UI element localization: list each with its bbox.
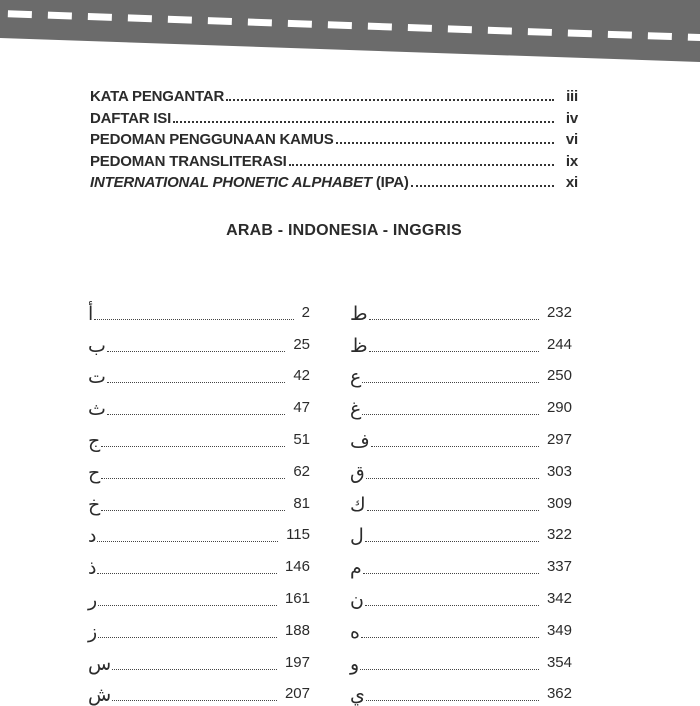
band-dash (488, 27, 512, 35)
index-page-number: 115 (286, 526, 310, 544)
index-entry (350, 516, 572, 548)
index-page-number: 232 (546, 303, 572, 321)
index-page-number: 2 (301, 303, 310, 321)
leader-dots (98, 605, 277, 606)
leader-dots (97, 573, 277, 574)
leader-dots (369, 351, 539, 352)
index-entry (350, 547, 572, 579)
index-page-number: 25 (293, 335, 310, 353)
index-page-number: 161 (284, 589, 310, 607)
band-dash (288, 20, 312, 28)
index-letter: ذ (88, 557, 97, 580)
index-entry (88, 325, 310, 357)
leader-dots (411, 185, 554, 187)
header-band (0, 0, 700, 100)
index-letter: ق (350, 461, 365, 484)
band-shape (0, 0, 700, 62)
index-page-number: 342 (546, 589, 572, 607)
index-entry (88, 388, 310, 420)
index-letter: م (350, 557, 362, 580)
toc-entry-label (90, 88, 224, 105)
leader-dots (97, 541, 278, 542)
section-title: ARAB - INDONESIA - INGGRIS (226, 222, 462, 239)
index-page-number: 303 (546, 462, 572, 480)
index-entry (350, 325, 572, 357)
leader-dots (289, 164, 554, 166)
toc-entry-page: ix (565, 152, 578, 170)
index-letter: ه (350, 620, 360, 643)
band-dash (448, 25, 472, 33)
index-letter: ف (350, 429, 370, 452)
leader-dots (112, 700, 277, 701)
leader-dots (98, 637, 277, 638)
toc-entry-label (90, 131, 334, 148)
index-letter: ث (88, 398, 106, 421)
index-page-number: 42 (293, 367, 310, 385)
index-letter: أ (88, 302, 94, 325)
toc-entry-suffix: (IPA) (371, 174, 409, 191)
index-letter: و (350, 652, 360, 675)
index-entry (350, 293, 572, 325)
index-page-number: 197 (284, 653, 310, 671)
index-letter: ت (88, 366, 106, 389)
leader-dots (362, 414, 539, 415)
index-page-number: 309 (546, 494, 572, 512)
toc-entry (90, 88, 578, 110)
toc-entry-label (90, 153, 287, 170)
index-entry (88, 516, 310, 548)
leader-dots (107, 351, 285, 352)
index-letter: ل (350, 525, 364, 548)
leader-dots (107, 382, 285, 383)
index-page-number: 244 (546, 335, 572, 353)
index-column-left (88, 293, 310, 706)
leader-dots (371, 446, 539, 447)
index-letter: ش (88, 684, 112, 706)
leader-dots (101, 446, 285, 447)
band-dash (48, 12, 72, 20)
index-entry (88, 293, 310, 325)
band-dash (208, 17, 232, 25)
index-letter: د (88, 525, 97, 548)
index-entry (350, 643, 572, 675)
toc-entry-page: vi (565, 131, 578, 148)
leader-dots (369, 319, 539, 320)
index-entry (88, 547, 310, 579)
front-matter-toc (90, 88, 578, 196)
leader-dots (362, 382, 539, 383)
leader-dots (112, 669, 277, 670)
leader-dots (360, 669, 539, 670)
toc-entry-title: KATA PENGANTAR (90, 88, 225, 105)
toc-entry-title: DAFTAR ISI (90, 109, 172, 127)
index-page-number: 250 (546, 367, 572, 385)
index-page-number: 47 (293, 399, 310, 417)
index-page-number: 51 (293, 430, 310, 448)
band-dash (328, 21, 352, 29)
band-dash (8, 10, 32, 18)
band-dash (248, 19, 272, 27)
index-page-number: 337 (546, 558, 572, 576)
index-entry (88, 643, 310, 675)
leader-dots (94, 319, 293, 320)
toc-entry (90, 110, 578, 132)
toc-entry-title: INTERNATIONAL PHONETIC ALPHABET (90, 174, 372, 191)
index-letter: ي (350, 684, 365, 706)
leader-dots (173, 121, 554, 123)
index-entry (350, 388, 572, 420)
band-dash (608, 31, 632, 39)
leader-dots (365, 605, 539, 606)
index-page-number: 354 (546, 653, 572, 671)
band-dash (128, 14, 152, 22)
index-entry (88, 452, 310, 484)
index-letter: ط (350, 302, 368, 325)
index-letter: س (88, 652, 112, 675)
band-dash (368, 23, 392, 31)
index-entry (88, 357, 310, 389)
index-page-number: 188 (284, 621, 310, 639)
leader-dots (363, 573, 539, 574)
index-letter: خ (88, 493, 101, 516)
index-entry (88, 420, 310, 452)
index-entry (350, 611, 572, 643)
index-letter: ز (88, 620, 98, 643)
index-letter: ك (350, 493, 366, 516)
index-page-number: 349 (546, 621, 572, 639)
leader-dots (361, 637, 539, 638)
leader-dots (366, 478, 539, 479)
index-page-number: 62 (293, 462, 310, 480)
band-dash (528, 28, 552, 36)
index-page-number: 290 (546, 399, 572, 417)
band-dash (688, 34, 700, 42)
index-entry (350, 357, 572, 389)
index-letter: ر (88, 588, 98, 611)
index-page-number: 322 (546, 526, 572, 544)
band-dash (648, 32, 672, 40)
band-dash (168, 16, 192, 24)
index-letter: ظ (350, 334, 368, 357)
index-entry (350, 579, 572, 611)
toc-entry (90, 153, 578, 175)
band-dash (568, 29, 592, 37)
index-letter: ن (350, 588, 364, 611)
leader-dots (226, 99, 554, 101)
index-page-number: 207 (284, 685, 310, 703)
leader-dots (336, 142, 554, 144)
index-letter: ح (88, 461, 101, 484)
index-page-number: 297 (546, 430, 572, 448)
index-column-right (350, 293, 572, 706)
index-entry (88, 484, 310, 516)
toc-entry (90, 131, 578, 153)
index-entry (350, 675, 572, 706)
toc-entry-label (90, 110, 171, 127)
toc-entry-page: iv (565, 109, 578, 127)
toc-entry-page: iii (566, 88, 578, 105)
leader-dots (101, 510, 285, 511)
leader-dots (101, 478, 285, 479)
leader-dots (107, 414, 285, 415)
index-entry (350, 484, 572, 516)
index-page-number: 362 (546, 685, 572, 703)
toc-entry-title: PEDOMAN TRANSLITERASI (90, 152, 287, 170)
leader-dots (365, 541, 539, 542)
toc-entry-page: xi (565, 174, 578, 191)
index-entry (88, 611, 310, 643)
toc-entry (90, 174, 578, 196)
leader-dots (366, 700, 539, 701)
index-entry (350, 420, 572, 452)
index-letter: غ (350, 398, 362, 421)
toc-entry-title: PEDOMAN PENGGUNAAN KAMUS (90, 131, 334, 148)
index-letter: ب (88, 334, 106, 357)
index-entry (350, 452, 572, 484)
index-entry (88, 675, 310, 706)
band-dash (88, 13, 112, 21)
band-dash (408, 24, 432, 32)
toc-entry-label (90, 174, 409, 191)
index-page-number: 146 (284, 558, 310, 576)
index-letter: ع (350, 366, 362, 389)
leader-dots (367, 510, 539, 511)
index-entry (88, 579, 310, 611)
index-page-number: 81 (293, 494, 310, 512)
index-letter: ج (88, 429, 101, 452)
